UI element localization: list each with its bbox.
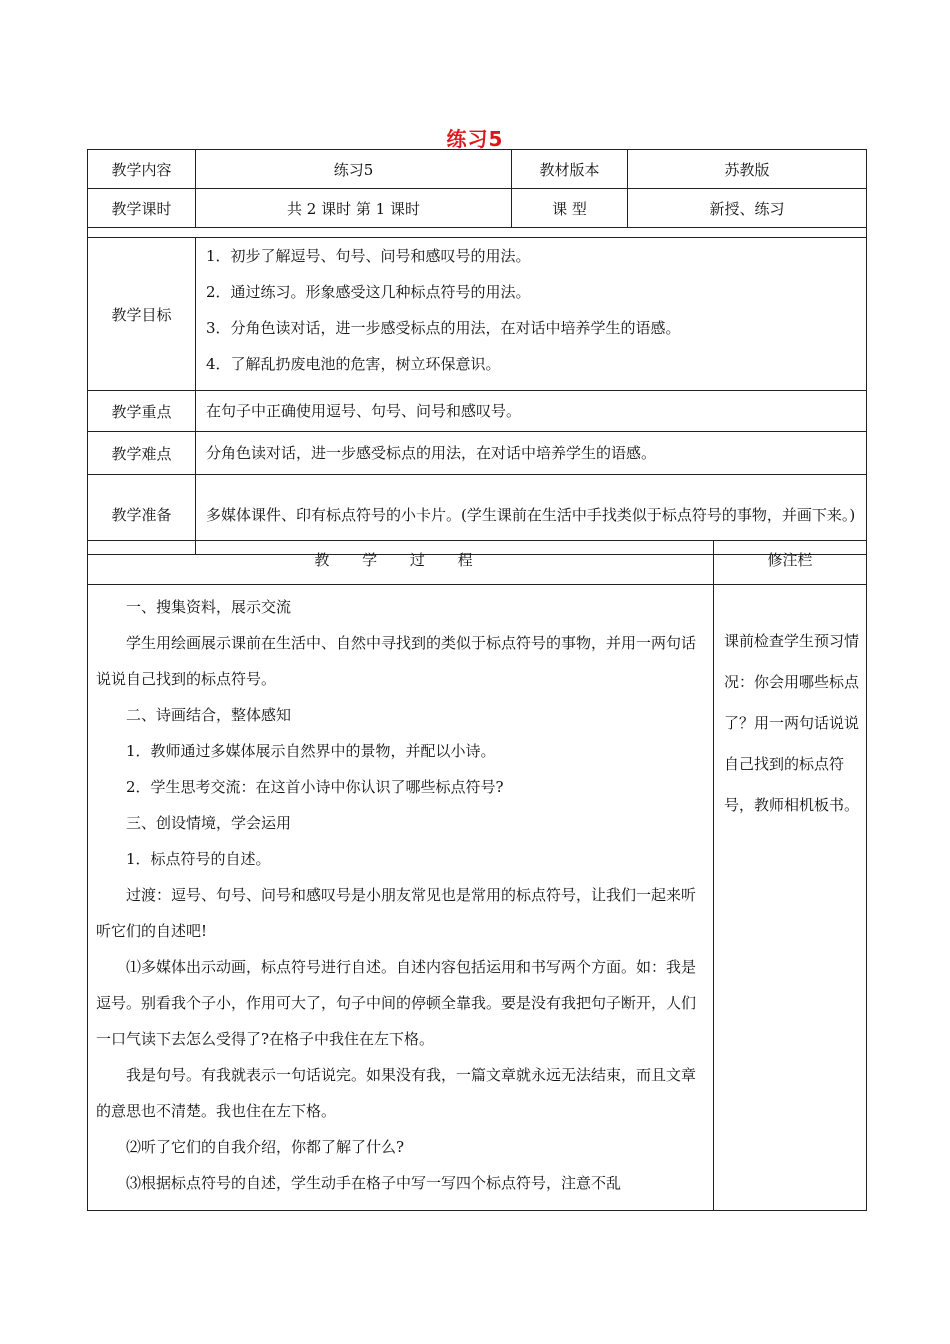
hours-label: 教学课时 bbox=[88, 189, 196, 228]
edition-value: 苏教版 bbox=[628, 150, 867, 189]
process-paragraph: ⑴多媒体出示动画，标点符号进行自述。自述内容包括运用和书写两个方面。如：我是逗号。别看我个子小，作用可大了，句子中间的停顿全靠我。要是没有我把句子断开，人们一口气读下去怎么受得了?在格子中我住在左下格。 bbox=[96, 958, 697, 1048]
process-paragraph: 我是句号。有我就表示一句话说完。如果没有我，一篇文章就永远无法结束，而且文章的意思也不清楚。我也住在左下格。 bbox=[96, 1066, 697, 1120]
process-body-row bbox=[88, 585, 867, 1211]
prep-text: 多媒体课件、印有标点符号的小卡片。(学生课前在生活中手找类似于标点符号的事物，并画下来。) bbox=[196, 475, 867, 555]
content-value: 练习5 bbox=[196, 150, 512, 189]
type-value: 新授、练习 bbox=[628, 189, 867, 228]
lesson-info-table bbox=[87, 149, 867, 555]
process-header: 教 学 过 程 bbox=[88, 541, 714, 585]
difficulty-text: 分角色读对话，进一步感受标点的用法，在对话中培养学生的语感。 bbox=[196, 432, 867, 475]
info-row-content bbox=[88, 150, 867, 189]
goals-row bbox=[88, 238, 867, 391]
notes-header: 修注栏 bbox=[714, 541, 867, 585]
goals-label: 教学目标 bbox=[88, 238, 196, 391]
process-paragraph: 三、创设情境，学会运用 bbox=[126, 814, 292, 832]
process-paragraph: 一、搜集资料，展示交流 bbox=[126, 598, 292, 616]
focus-label: 教学重点 bbox=[88, 391, 196, 432]
focus-text: 在句子中正确使用逗号、句号、问号和感叹号。 bbox=[196, 391, 867, 432]
process-paragraph: 学生用绘画展示课前在生活中、自然中寻找到的类似于标点符号的事物，并用一两句话说说自己找到的标点符号。 bbox=[96, 634, 697, 688]
process-paragraph: 1．标点符号的自述。 bbox=[126, 850, 271, 868]
process-paragraph: ⑶根据标点符号的自述，学生动手在格子中写一写四个标点符号，注意不乱 bbox=[126, 1174, 622, 1192]
process-table bbox=[87, 540, 867, 1211]
process-paragraph: 1．教师通过多媒体展示自然界中的景物，并配以小诗。 bbox=[126, 742, 496, 760]
goal-item: 2．通过练习。形象感受这几种标点符号的用法。 bbox=[206, 283, 531, 301]
focus-row bbox=[88, 391, 867, 432]
process-header-row bbox=[88, 541, 867, 585]
info-row-hours bbox=[88, 189, 867, 228]
goal-item: 4．了解乱扔废电池的危害，树立环保意识。 bbox=[206, 355, 501, 373]
goal-item: 3．分角色读对话，进一步感受标点的用法，在对话中培养学生的语感。 bbox=[206, 319, 681, 337]
hours-value: 共 2 课时 第 1 课时 bbox=[196, 189, 512, 228]
process-paragraph: 2．学生思考交流：在这首小诗中你认识了哪些标点符号? bbox=[126, 778, 504, 796]
goals-list bbox=[196, 238, 867, 391]
page-title: 练习5 bbox=[446, 127, 504, 151]
goal-item: 1．初步了解逗号、句号、问号和感叹号的用法。 bbox=[206, 247, 531, 265]
content-label: 教学内容 bbox=[88, 150, 196, 189]
difficulty-label: 教学难点 bbox=[88, 432, 196, 475]
process-paragraph: ⑵听了它们的自我介绍，你都了解了什么? bbox=[126, 1138, 405, 1156]
process-paragraph: 过渡：逗号、句号、问号和感叹号是小朋友常见也是常用的标点符号，让我们一起来听听它们的自述吧! bbox=[96, 886, 697, 940]
prep-label: 教学准备 bbox=[88, 475, 196, 555]
edition-label: 教材版本 bbox=[512, 150, 628, 189]
process-paragraph: 二、诗画结合，整体感知 bbox=[126, 706, 292, 724]
type-label: 课 型 bbox=[512, 189, 628, 228]
notes-column: 课前检查学生预习情况：你会用哪些标点了？用一两句话说说自己找到的标点符号，教师相机板书。 bbox=[714, 585, 867, 1211]
process-body bbox=[88, 585, 714, 1211]
difficulty-row bbox=[88, 432, 867, 475]
